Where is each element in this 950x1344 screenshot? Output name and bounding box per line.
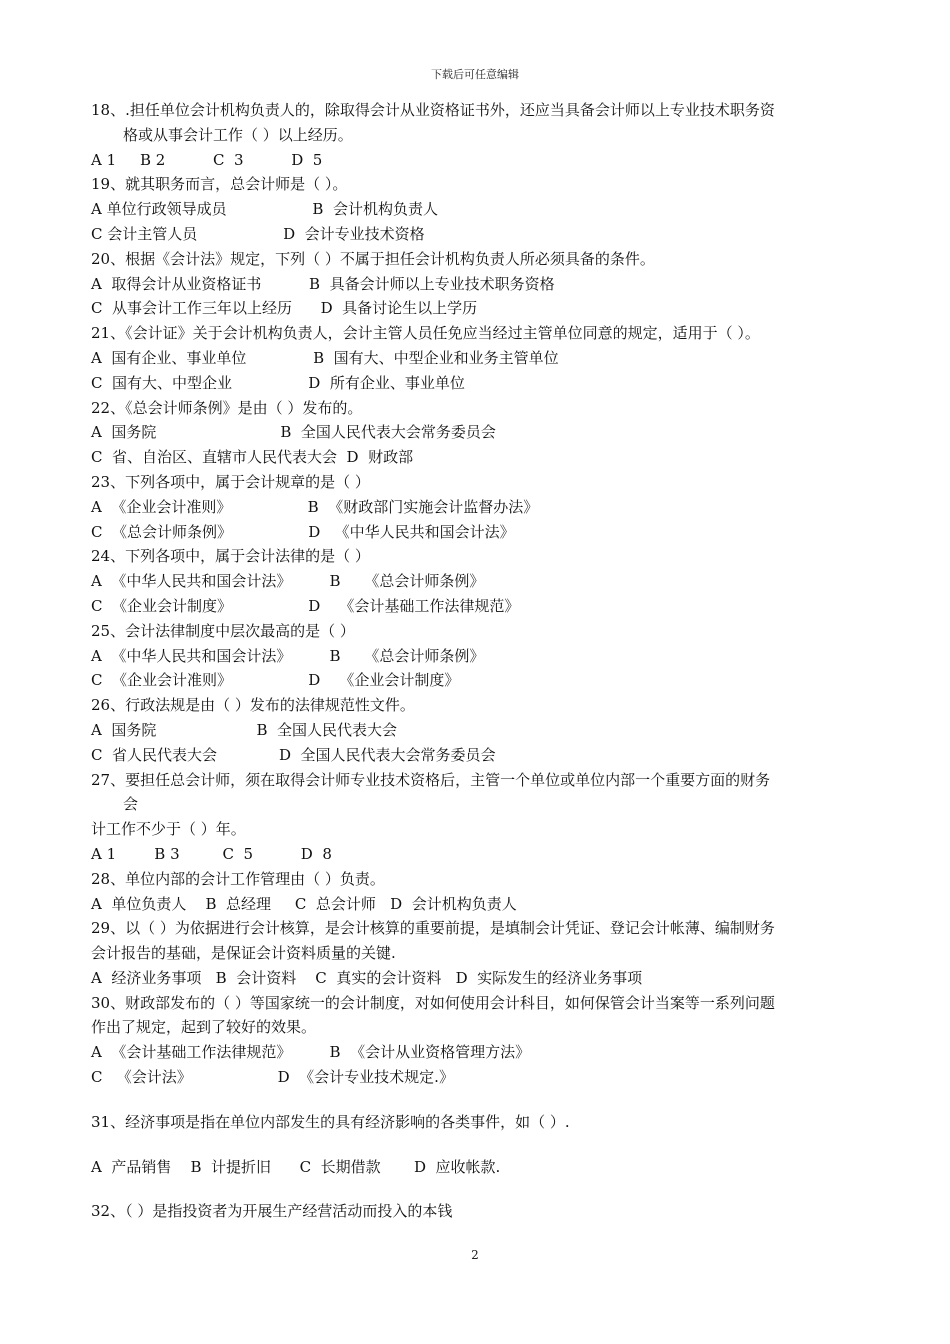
options-24-ab: A 《中华人民共和国会计法》 B 《总会计师条例》 xyxy=(91,572,485,591)
question-21: 21、《会计证》关于会计机构负责人，会计主管人员任免应当经过主管单位同意的规定，适用于（ ）。 xyxy=(91,324,760,343)
options-21-ab: A 国有企业、事业单位 B 国有大、中型企业和业务主管单位 xyxy=(91,348,559,367)
options-20-cd: C 从事会计工作三年以上经历 D 具备讨论生以上学历 xyxy=(91,299,478,318)
options-23-ab: A 《企业会计准则》 B 《财政部门实施会计监督办法》 xyxy=(91,497,539,516)
question-18-continued: 格或从事会计工作（ ）以上经历。 xyxy=(123,125,353,144)
options-26-ab: A 国务院 B 全国人民代表大会 xyxy=(91,720,398,739)
question-19: 19、就其职务而言，总会计师是（ ）。 xyxy=(91,175,348,194)
blank-line xyxy=(91,1090,861,1110)
options-25-ab: A 《中华人民共和国会计法》 B 《总会计师条例》 xyxy=(91,646,485,665)
blank-line xyxy=(91,1135,861,1155)
options-28: A 单位负责人 B 总经理 C 总会计师 D 会计机构负责人 xyxy=(91,894,517,913)
options-26-cd: C 省人民代表大会 D 全国人民代表大会常务委员会 xyxy=(91,745,496,764)
options-30-cd: C 《会计法》 D 《会计专业技术规定.》 xyxy=(91,1068,454,1087)
question-28: 28、单位内部的会计工作管理由（ ）负责。 xyxy=(91,869,385,888)
options-27: A 1 B 3 C 5 D 8 xyxy=(91,844,332,863)
question-25: 25、会计法律制度中层次最高的是（ ） xyxy=(91,621,355,640)
question-22: 22、《总会计师条例》是由（ ）发布的。 xyxy=(91,398,363,417)
question-26: 26、行政法规是由（ ）发布的法律规范性文件。 xyxy=(91,696,415,715)
question-32: 32、（ ）是指投资者为开展生产经营活动而投入的本钱 xyxy=(91,1202,453,1221)
options-23-cd: C 《总会计师条例》 D 《中华人民共和国会计法》 xyxy=(91,522,515,541)
question-23: 23、下列各项中，属于会计规章的是（ ） xyxy=(91,472,370,491)
options-29: A 经济业务事项 B 会计资料 C 真实的会计资料 D 实际发生的经济业务事项 xyxy=(91,968,643,987)
question-18: 18、.担任单位会计机构负责人的，除取得会计从业资格证书外，还应当具备会计师以上专业技术职务资 xyxy=(91,101,775,119)
options-19-ab: A 单位行政领导成员 B 会计机构负责人 xyxy=(91,200,438,219)
options-18: A 1 B 2 C 3 D 5 xyxy=(91,150,323,169)
document-body xyxy=(91,98,861,1224)
question-27-continued: 计工作不少于（ ）年。 xyxy=(91,820,246,839)
question-30: 30、财政部发布的（ ）等国家统一的会计制度，对如何使用会计科目，如何保管会计当案等一系列问题 xyxy=(91,993,775,1012)
options-22-cd: C 省、自治区、直辖市人民代表大会 D 财政部 xyxy=(91,448,414,467)
question-27-wrap: 会 xyxy=(123,795,139,814)
question-20: 20、根据《会计法》规定，下列（ ）不属于担任会计机构负责人所必须具备的条件。 xyxy=(91,249,655,268)
options-22-ab: A 国务院 B 全国人民代表大会常务委员会 xyxy=(91,423,496,442)
question-27: 27、要担任总会计师，须在取得会计师专业技术资格后，主管一个单位或单位内部一个重要方面的财务 xyxy=(91,770,771,789)
page-number: 2 xyxy=(471,1248,479,1262)
options-21-cd: C 国有大、中型企业 D 所有企业、事业单位 xyxy=(91,373,465,392)
question-24: 24、下列各项中，属于会计法律的是（ ） xyxy=(91,547,370,566)
options-31: A 产品销售 B 计提折旧 C 长期借款 D 应收帐款. xyxy=(91,1157,501,1176)
blank-line xyxy=(91,1179,861,1199)
options-19-cd: C 会计主管人员 D 会计专业技术资格 xyxy=(91,224,425,243)
question-30-continued: 作出了规定，起到了较好的效果。 xyxy=(91,1018,317,1037)
options-30-ab: A 《会计基础工作法律规范》 B 《会计从业资格管理方法》 xyxy=(91,1043,531,1062)
options-20-ab: A 取得会计从业资格证书 B 具备会计师以上专业技术职务资格 xyxy=(91,274,555,293)
options-24-cd: C 《企业会计制度》 D 《会计基础工作法律规范》 xyxy=(91,596,520,615)
question-29-continued: 会计报告的基础，是保证会计资料质量的关键. xyxy=(91,944,396,963)
question-29: 29、以（ ）为依据进行会计核算，是会计核算的重要前提，是填制会计凭证、登记会计帐薄、编制财务 xyxy=(91,919,775,938)
options-25-cd: C 《企业会计准则》 D 《企业会计制度》 xyxy=(91,671,460,690)
question-31: 31、经济事项是指在单位内部发生的具有经济影响的各类事件，如（ ）. xyxy=(91,1112,570,1131)
page-header: 下载后可任意编辑 xyxy=(431,68,519,81)
